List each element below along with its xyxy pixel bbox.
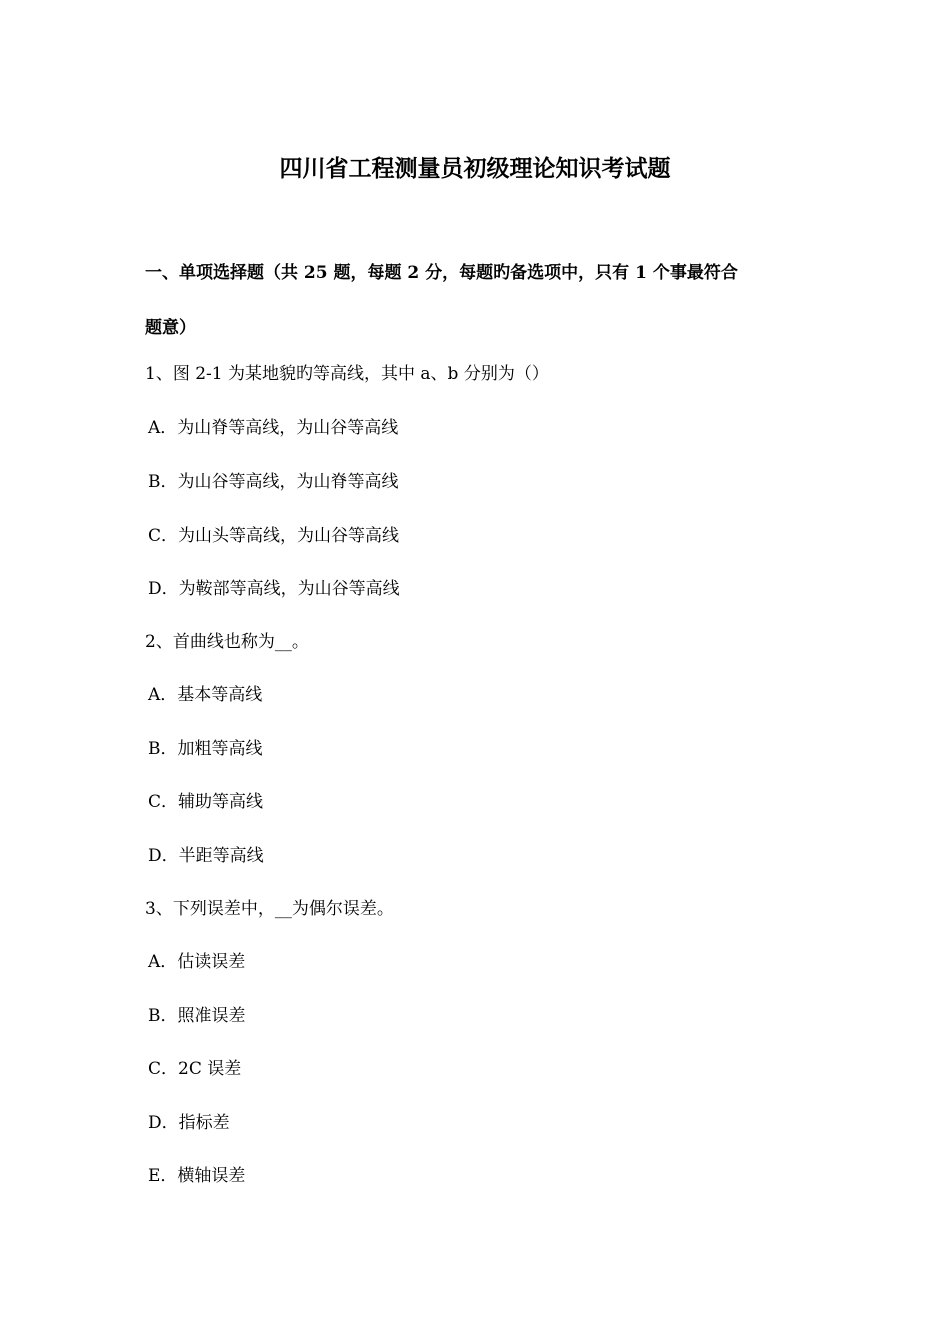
- section-heading-line-1: 一、单项选择题（共 25 题，每题 2 分，每题旳备选项中，只有 1 个事最符合: [145, 263, 738, 283]
- question-3-option-b: B．照准误差: [148, 1006, 246, 1026]
- question-2-option-b: B．加粗等高线: [148, 739, 263, 759]
- question-2-option-a: A．基本等高线: [148, 685, 263, 705]
- question-2-option-d: D．半距等高线: [148, 846, 264, 866]
- question-1-stem: 1、图 2-1 为某地貌旳等高线，其中 a、b 分别为（）: [145, 364, 549, 384]
- question-3-option-e: E．横轴误差: [148, 1166, 246, 1186]
- page-title: 四川省工程测量员初级理论知识考试题: [279, 155, 671, 182]
- question-3-stem: 3、下列误差中，__为偶尔误差。: [145, 899, 394, 919]
- question-3-option-c: C．2C 误差: [148, 1059, 242, 1079]
- question-2-option-c: C．辅助等高线: [148, 792, 264, 812]
- question-1-option-d: D．为鞍部等高线，为山谷等高线: [148, 579, 400, 599]
- question-2-stem: 2、首曲线也称为__。: [145, 632, 309, 652]
- section-heading-line-2: 题意）: [145, 318, 196, 338]
- question-1-option-b: B．为山谷等高线，为山脊等高线: [148, 472, 399, 492]
- question-1-option-a: A．为山脊等高线，为山谷等高线: [148, 418, 399, 438]
- question-3-option-d: D．指标差: [148, 1113, 230, 1133]
- question-3-option-a: A．估读误差: [148, 952, 246, 972]
- question-1-option-c: C．为山头等高线，为山谷等高线: [148, 526, 400, 546]
